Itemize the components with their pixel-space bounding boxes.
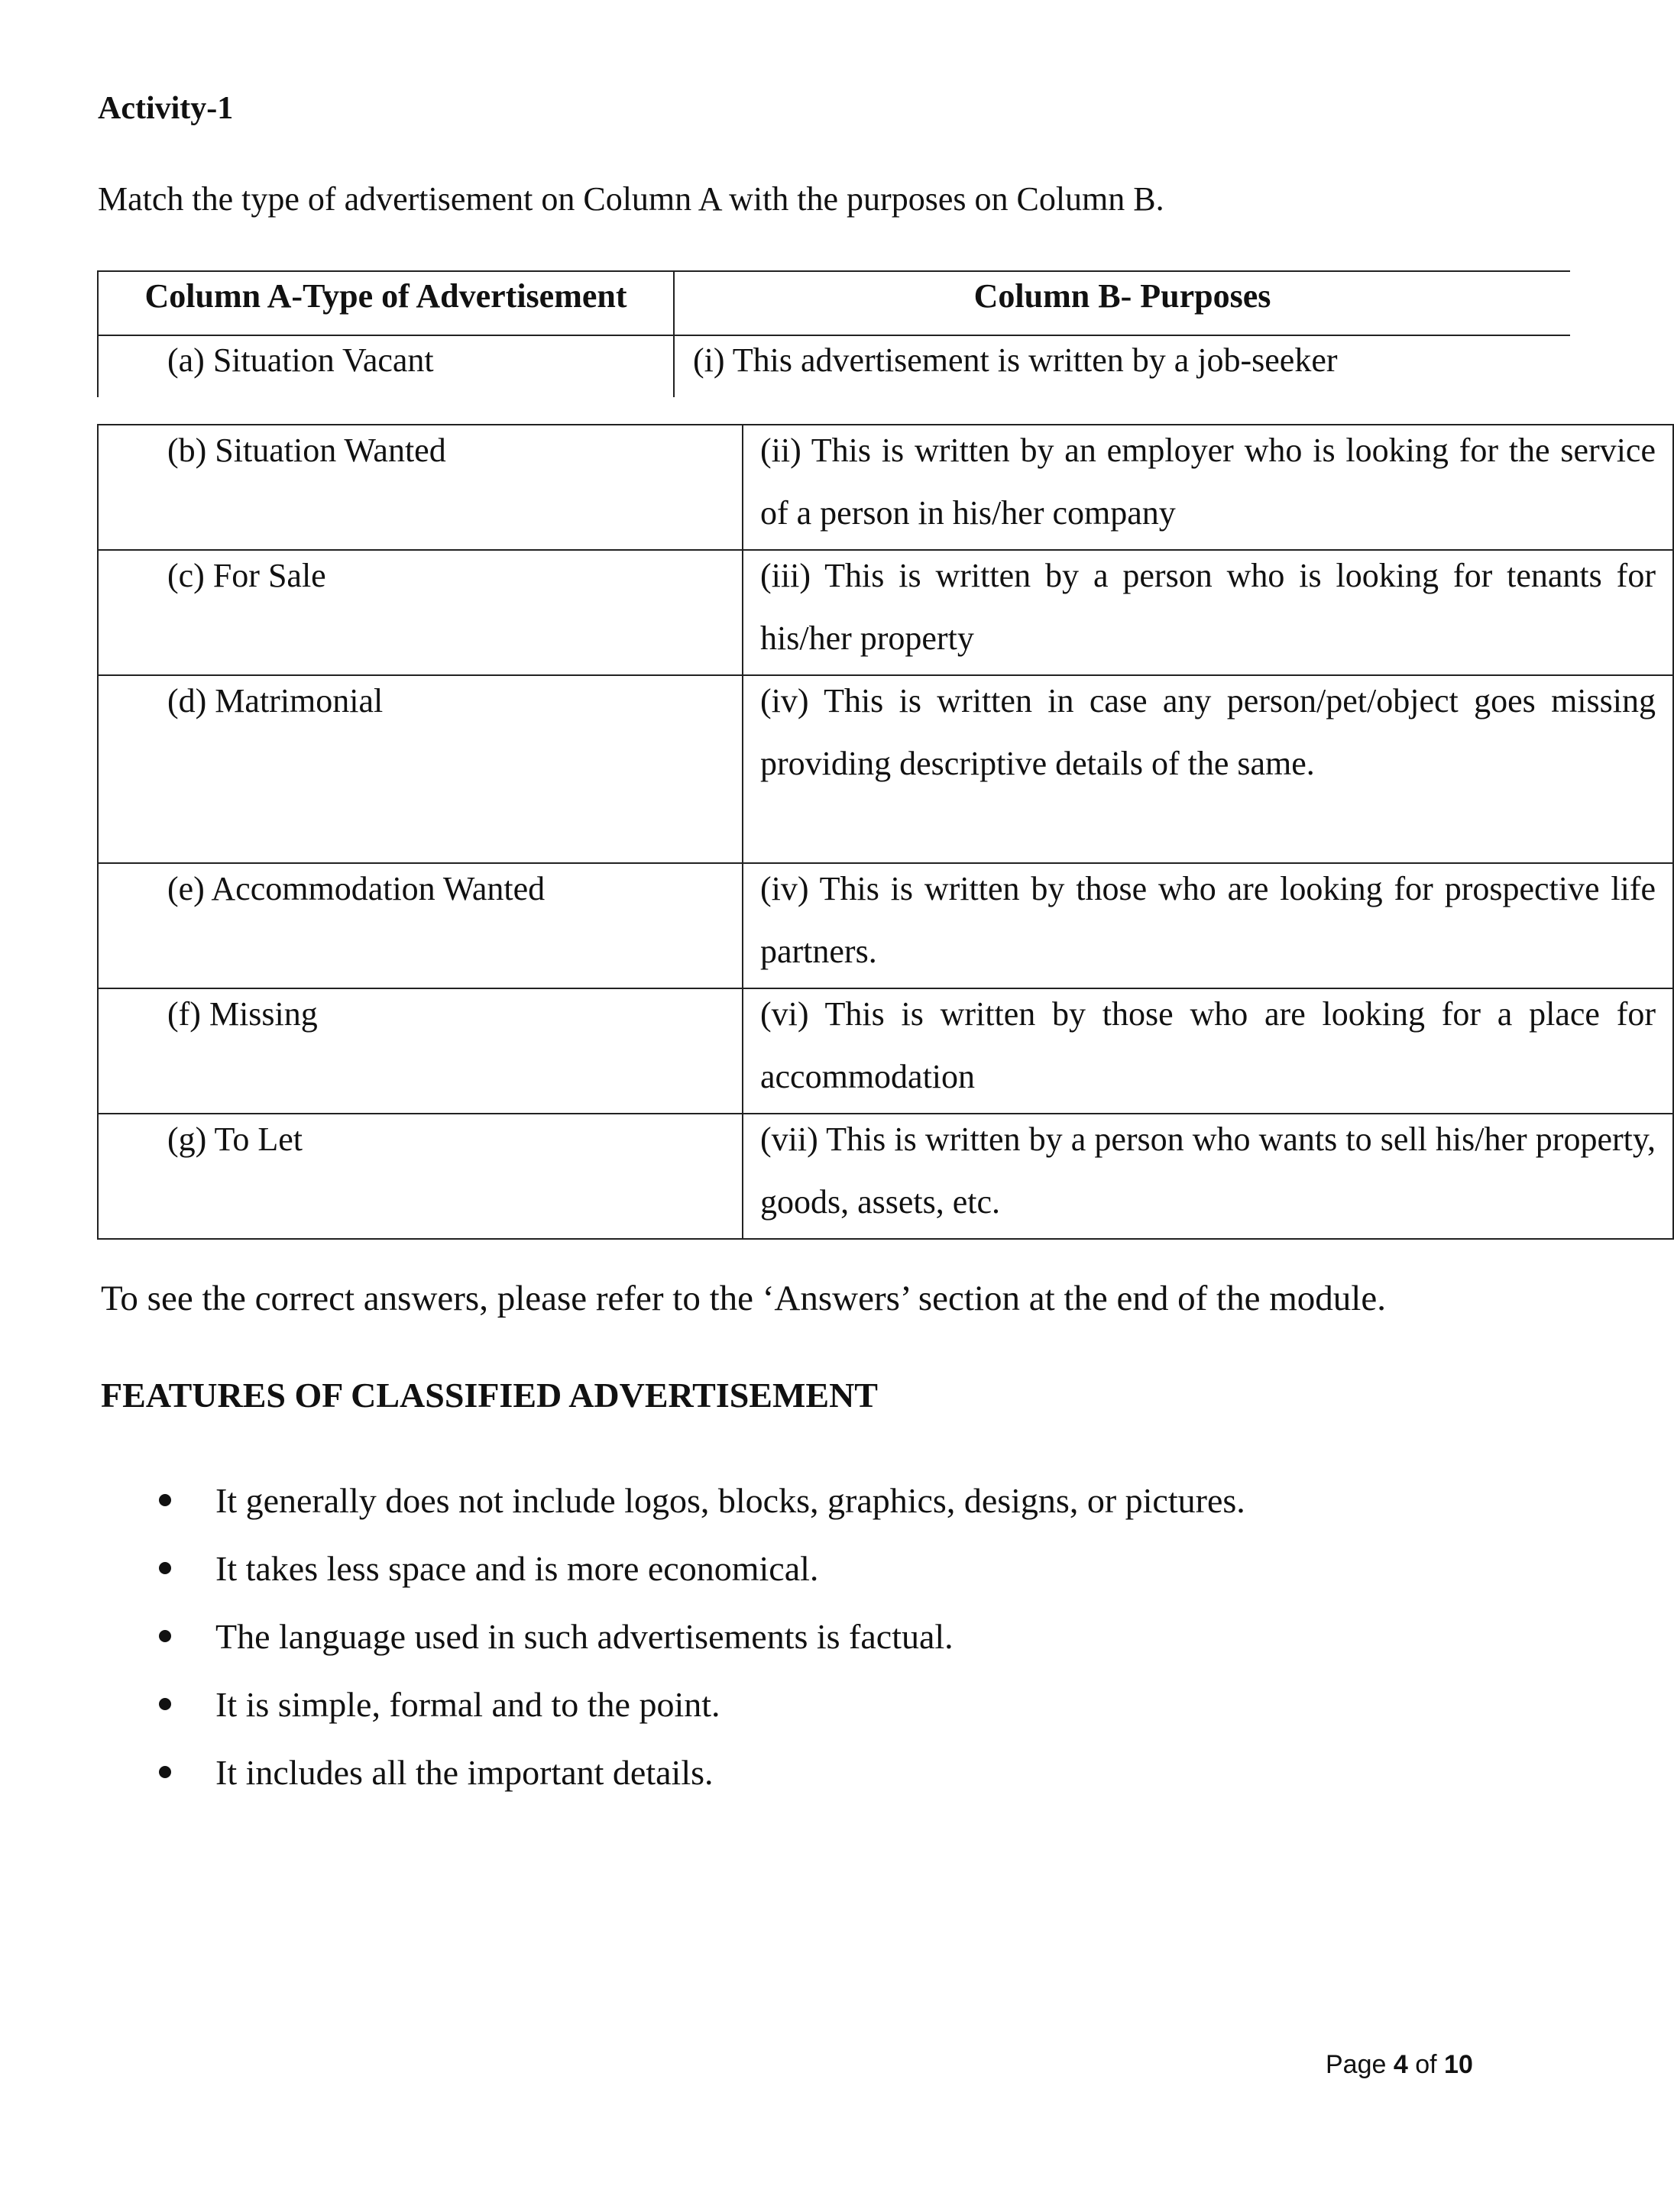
column-b-header: Column B- Purposes: [674, 271, 1570, 335]
page-total: 10: [1444, 2050, 1473, 2079]
answers-note: To see the correct answers, please refer to the ‘Answers’ section at the end of the module.: [101, 1279, 1386, 1318]
bullet-icon: [159, 1698, 171, 1710]
bullet-icon: [159, 1494, 171, 1506]
column-a-text: (f) Missing: [167, 995, 318, 1033]
table-row: [98, 425, 1673, 550]
list-item-text: It is simple, formal and to the point.: [215, 1685, 720, 1724]
list-item: [153, 1738, 1245, 1806]
column-a-text: (d) Matrimonial: [167, 682, 384, 720]
column-a-cell: [98, 1114, 743, 1239]
table-row: [98, 335, 1570, 397]
column-b-cell: (i) This advertisement is written by a job-seeker: [693, 341, 1338, 379]
list-item-text: The language used in such advertisements is factual.: [215, 1617, 954, 1656]
activity-title: Activity-1: [98, 91, 234, 126]
column-b-text: (iii) This is written by a person who is looking for tenants for his/her property: [760, 557, 1656, 657]
instruction-text: Match the type of advertisement on Column A with the purposes on Column B.: [98, 180, 1164, 218]
column-a-text: (c) For Sale: [167, 557, 326, 594]
column-a-cell: [98, 550, 743, 675]
table-header-row: [98, 271, 1570, 335]
column-a-cell: [98, 675, 743, 863]
column-a-cell: [98, 863, 743, 988]
list-item: [153, 1467, 1245, 1534]
table-row: [98, 675, 1673, 863]
column-a-cell: [98, 425, 743, 550]
bullet-icon: [159, 1766, 171, 1778]
column-b-text: (iv) This is written in case any person/pet/object goes missing providing descriptive details of the same.: [760, 682, 1656, 782]
column-a-header: Column A-Type of Advertisement: [98, 271, 674, 335]
column-a-text: (g) To Let: [167, 1121, 303, 1158]
column-b-cell: [743, 425, 1673, 550]
list-item-text: It takes less space and is more economical.: [215, 1549, 819, 1588]
list-item-text: It includes all the important details.: [215, 1753, 714, 1792]
features-list: [153, 1467, 1245, 1806]
column-b-cell: [743, 1114, 1673, 1239]
column-a-cell: (a) Situation Vacant: [98, 335, 674, 397]
page-of: of: [1415, 2050, 1437, 2079]
table-row: [98, 550, 1673, 675]
list-item: [153, 1602, 1245, 1670]
list-item-text: It generally does not include logos, blocks, graphics, designs, or pictures.: [215, 1481, 1245, 1520]
column-a-cell: [98, 988, 743, 1114]
page-number: [1326, 2045, 1473, 2084]
column-b-cell: [743, 863, 1673, 988]
table-row: [98, 863, 1673, 988]
column-a-text: (b) Situation Wanted: [167, 432, 446, 469]
page-prefix: Page: [1326, 2050, 1387, 2079]
bullet-icon: [159, 1562, 171, 1574]
features-heading: FEATURES OF CLASSIFIED ADVERTISEMENT: [101, 1376, 878, 1415]
table-row: [98, 988, 1673, 1114]
column-b-cell: [743, 988, 1673, 1114]
column-b-text: (iv) This is written by those who are looking for prospective life partners.: [760, 870, 1656, 970]
column-a-text: (e) Accommodation Wanted: [167, 870, 546, 907]
column-b-text: (vi) This is written by those who are looking for a place for accommodation: [760, 995, 1656, 1095]
bullet-icon: [159, 1630, 171, 1642]
page-current: 4: [1393, 2050, 1408, 2079]
column-b-cell: [743, 550, 1673, 675]
column-b-cell: [743, 675, 1673, 863]
match-table: [97, 424, 1674, 1240]
list-item: [153, 1534, 1245, 1602]
table-row: [98, 1114, 1673, 1239]
match-table-header: [97, 270, 1570, 397]
column-b-text: (ii) This is written by an employer who is looking for the service of a person in his/her company: [760, 432, 1656, 532]
column-b-text: (vii) This is written by a person who wants to sell his/her property, goods, assets, etc.: [760, 1121, 1656, 1221]
list-item: [153, 1670, 1245, 1738]
